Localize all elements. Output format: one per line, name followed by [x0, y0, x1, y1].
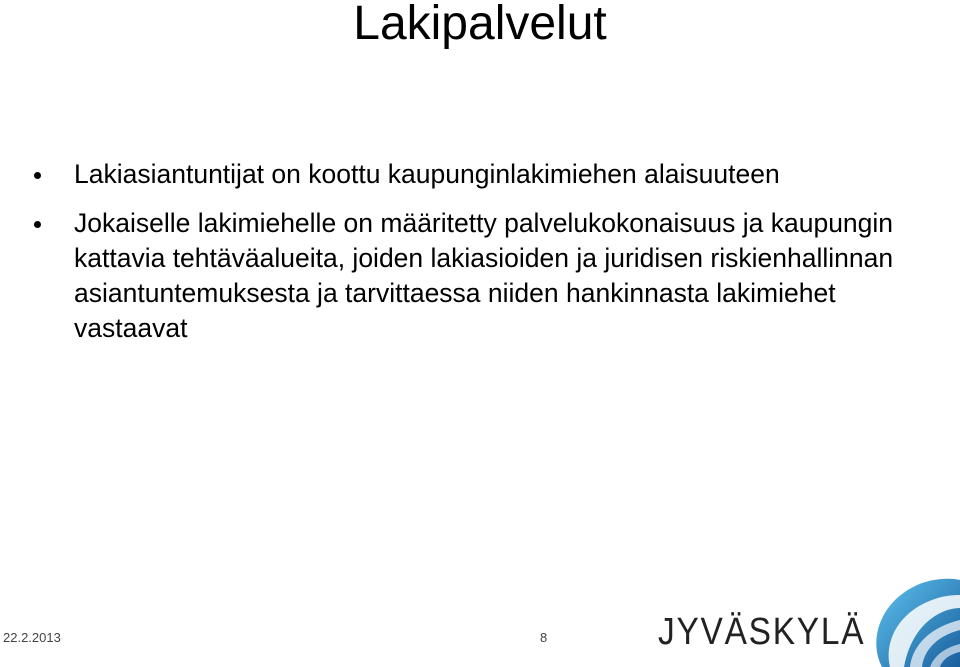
jyvaskyla-logo-icon	[862, 578, 960, 667]
bullet-list	[74, 157, 914, 360]
bullet-item: Lakiasiantuntijat on koottu kaupunginlakimiehen alaisuuteen	[74, 157, 914, 192]
jyvaskyla-logo-text: JYVÄSKYLÄ	[658, 611, 866, 653]
slide-title: Lakipalvelut	[353, 0, 607, 50]
bullet-item: Jokaiselle lakimiehelle on määritetty palvelukokonaisuus ja kaupungin kattavia tehtäväalueita, joiden lakiasioiden ja juridisen riskienhallinnan asiantuntemuksesta ja tarvittaessa niiden hankinnasta lakimiehet vastaavat	[74, 206, 914, 346]
page-number: 8	[540, 630, 548, 645]
footer-date: 22.2.2013	[3, 630, 61, 645]
